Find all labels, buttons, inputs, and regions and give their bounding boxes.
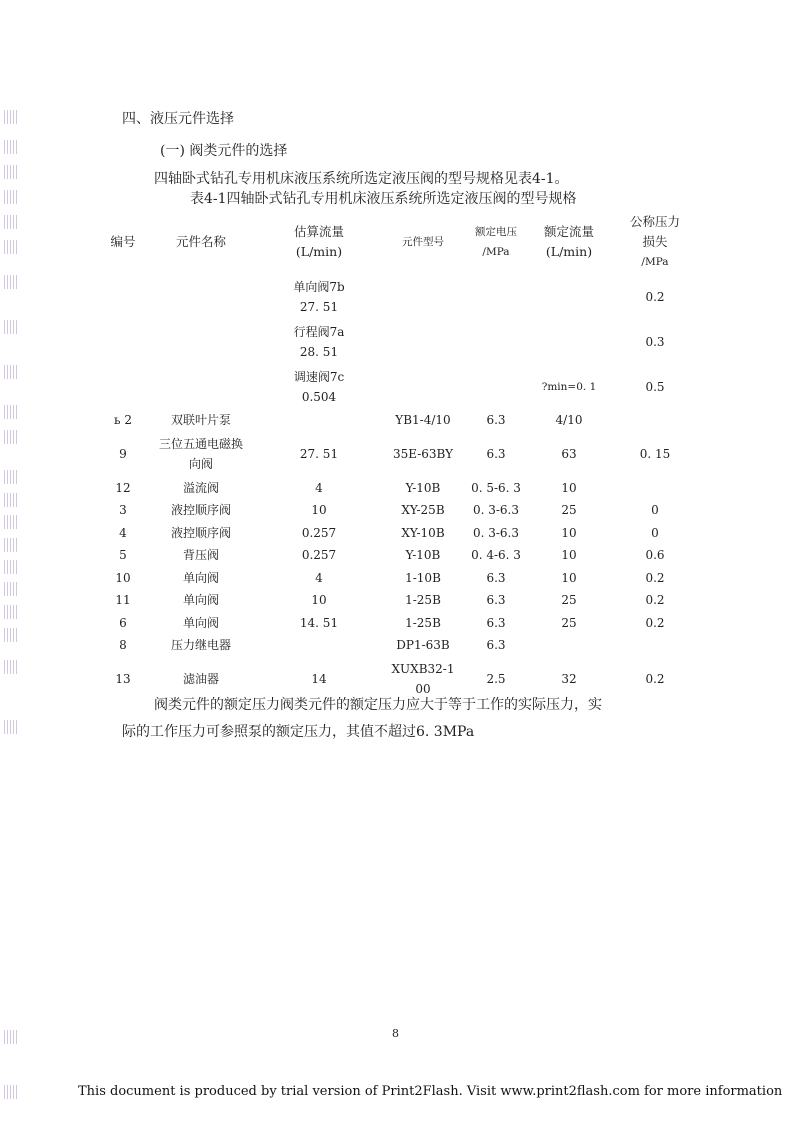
header-name: 元件名称: [175, 233, 226, 249]
table-row: [100, 409, 700, 432]
table-row: [100, 589, 700, 612]
cell-flow: 27. 51: [299, 447, 339, 461]
cell-model: XY-10B: [401, 525, 445, 540]
cell-number: 6: [119, 615, 127, 630]
cell-model: [382, 364, 464, 409]
cell-name-line1: 三位五通电磁换: [158, 437, 243, 451]
cell-number: 12: [115, 480, 131, 495]
header-rated-flow-line1: 额定流量: [543, 223, 594, 239]
cell-rated-flow: [528, 634, 610, 657]
cell-pressure: [464, 319, 528, 364]
cell-rated-flow: [528, 274, 610, 319]
table-row: [100, 612, 700, 635]
cell-name: 单向阀: [182, 570, 219, 585]
table-row: [100, 567, 700, 590]
cell-rated-flow: 25: [561, 615, 577, 630]
table-row: [100, 319, 700, 364]
cell-name: 液控顺序阀: [170, 525, 231, 540]
cell-flow-line1: 调速阀7c: [293, 369, 345, 384]
cell-name: [146, 432, 256, 477]
cell-model: Y-10B: [405, 548, 441, 563]
table-caption: 表4-1四轴卧式钻孔专用机床液压系统所选定液压阀的型号规格: [190, 191, 577, 207]
cell-rated-flow: ?min=0. 1: [541, 380, 597, 393]
cell-pressure: 0. 5-6. 3: [471, 480, 521, 495]
cell-model: [382, 319, 464, 364]
cell-loss: 0.2: [645, 615, 665, 630]
section-title: 四、液压元件选择: [122, 111, 234, 127]
cell-model-line2: 00: [415, 682, 431, 696]
cell-flow: 0.257: [301, 525, 337, 540]
cell-rated-flow: 10: [561, 548, 577, 563]
cell-model: Y-10B: [405, 480, 441, 495]
cell-name: 滤油器: [182, 672, 219, 686]
trial-version-footer: This document is produced by trial version of Print2Flash. Visit www.print2flash.com for more information: [78, 1084, 783, 1099]
cell-name-line2: 向阀: [188, 457, 213, 471]
cell-model: DP1-63B: [396, 638, 450, 653]
cell-model: [382, 274, 464, 319]
paragraph-line-1: 阀类元件的额定压力阀类元件的额定压力应大于等于工作的实际压力，实: [154, 697, 602, 713]
cell-loss: 0.2: [645, 289, 665, 304]
cell-rated-flow: 25: [561, 503, 577, 518]
cell-loss: [610, 409, 700, 432]
cell-number: 3: [119, 503, 127, 518]
cell-name: 液控顺序阀: [170, 503, 231, 518]
cell-number: 10: [115, 570, 131, 585]
table-row: [100, 634, 700, 657]
header-rated-flow: [528, 209, 610, 274]
cell-flow: 4: [315, 570, 323, 585]
cell-model-line1: XUXB32-1: [391, 662, 455, 676]
scan-margin-marks: [2, 100, 20, 1100]
cell-flow: [256, 634, 382, 657]
header-pressure-line1: 额定电压: [475, 225, 517, 238]
cell-number: 8: [119, 638, 127, 653]
header-number: 编号: [110, 233, 136, 249]
cell-number: 4: [119, 525, 127, 540]
header-loss-line1: 公称压力: [629, 213, 680, 229]
cell-pressure: 6.3: [486, 593, 506, 608]
cell-rated-flow: 63: [561, 447, 577, 461]
table-header-row: [100, 209, 700, 274]
cell-flow-line1: 行程阀7a: [293, 324, 345, 339]
table-row: [100, 477, 700, 500]
cell-name: 溢流阀: [182, 480, 219, 495]
cell-name: 双联叶片泵: [170, 413, 231, 428]
cell-flow: [256, 364, 382, 409]
cell-rated-flow: 4/10: [555, 413, 583, 428]
cell-loss: 0.2: [645, 672, 665, 686]
cell-number: [100, 319, 146, 364]
header-loss-line2: 损失: [642, 233, 668, 249]
cell-pressure: 0. 3-6.3: [472, 503, 520, 518]
cell-number: 5: [119, 548, 127, 563]
cell-number: [100, 274, 146, 319]
cell-model: 1-10B: [405, 570, 441, 585]
header-loss: [610, 209, 700, 274]
cell-loss: [610, 634, 700, 657]
cell-number: 13: [115, 672, 131, 686]
cell-rated-flow: 10: [561, 480, 577, 495]
cell-flow-line2: 27. 51: [299, 299, 339, 314]
intro-text: 四轴卧式钻孔专用机床液压系统所选定液压阀的型号规格见表4-1。: [154, 171, 569, 187]
header-flow-est: [256, 209, 382, 274]
cell-loss: 0.2: [645, 570, 665, 585]
table-row: [100, 544, 700, 567]
cell-number: ь 2: [114, 413, 132, 428]
cell-model: 1-25B: [405, 615, 441, 630]
cell-name: [146, 274, 256, 319]
cell-pressure: 6.3: [486, 615, 506, 630]
cell-model: 35E-63BY: [392, 447, 454, 461]
cell-rated-flow: 25: [561, 593, 577, 608]
table-row: [100, 274, 700, 319]
cell-flow: 0.257: [301, 548, 337, 563]
header-pressure-line2: /MPa: [482, 245, 510, 258]
cell-name: [146, 364, 256, 409]
cell-flow: 10: [311, 503, 327, 518]
cell-loss: 0.3: [645, 334, 665, 349]
cell-pressure: 6.3: [486, 570, 506, 585]
page-number: 8: [392, 1027, 399, 1040]
cell-loss: 0.2: [645, 593, 665, 608]
header-flow-est-line1: 估算流量: [293, 223, 344, 239]
header-rated-flow-line2: (L/min): [545, 243, 593, 259]
header-loss-line3: /MPa: [641, 255, 669, 268]
table-row: [100, 364, 700, 409]
cell-rated-flow: [528, 319, 610, 364]
cell-pressure: 6.3: [486, 447, 506, 461]
table-row: [100, 522, 700, 545]
table-row: [100, 432, 700, 477]
cell-rated-flow: 10: [561, 570, 577, 585]
subsection-title: (一) 阀类元件的选择: [160, 143, 288, 159]
table-row: [100, 499, 700, 522]
cell-number: 11: [115, 593, 131, 608]
cell-pressure: [464, 274, 528, 319]
cell-pressure: 0. 4-6. 3: [471, 548, 521, 563]
cell-loss: [610, 477, 700, 500]
header-model: 元件型号: [402, 235, 444, 248]
cell-loss: 0.5: [645, 379, 665, 394]
cell-name: [146, 319, 256, 364]
cell-rated-flow: 10: [561, 525, 577, 540]
cell-loss: 0: [651, 525, 659, 540]
cell-flow-line2: 28. 51: [299, 344, 339, 359]
cell-model: 1-25B: [405, 593, 441, 608]
cell-flow-line2: 0.504: [301, 389, 337, 404]
cell-flow: 14: [311, 672, 327, 686]
cell-pressure: 2.5: [486, 672, 506, 686]
cell-pressure: 6.3: [486, 413, 506, 428]
cell-rated-flow: 32: [561, 672, 577, 686]
cell-flow-line1: 单向阀7b: [293, 279, 345, 294]
header-pressure: [464, 209, 528, 274]
cell-pressure: [464, 364, 528, 409]
cell-flow: 14. 51: [299, 615, 339, 630]
cell-flow: [256, 409, 382, 432]
cell-loss: 0. 15: [639, 447, 671, 461]
cell-name: 背压阀: [182, 548, 219, 563]
cell-number: [100, 364, 146, 409]
cell-flow: [256, 319, 382, 364]
cell-pressure: 0. 3-6.3: [472, 525, 520, 540]
cell-loss: 0: [651, 503, 659, 518]
cell-name: 单向阀: [182, 593, 219, 608]
cell-name: 单向阀: [182, 615, 219, 630]
paragraph-line-2: 际的工作压力可参照泵的额定压力，其值不超过6. 3MPa: [122, 724, 475, 740]
header-flow-est-line2: (L/min): [295, 243, 343, 259]
cell-pressure: 6.3: [486, 638, 506, 653]
cell-model: YB1-4/10: [395, 413, 451, 428]
cell-name: 压力继电器: [170, 638, 231, 653]
cell-flow: 4: [315, 480, 323, 495]
valve-spec-table: [100, 209, 700, 702]
cell-flow: 10: [311, 593, 327, 608]
cell-number: 9: [119, 447, 127, 461]
cell-model: XY-25B: [401, 503, 445, 518]
cell-loss: 0.6: [645, 548, 665, 563]
cell-flow: [256, 274, 382, 319]
